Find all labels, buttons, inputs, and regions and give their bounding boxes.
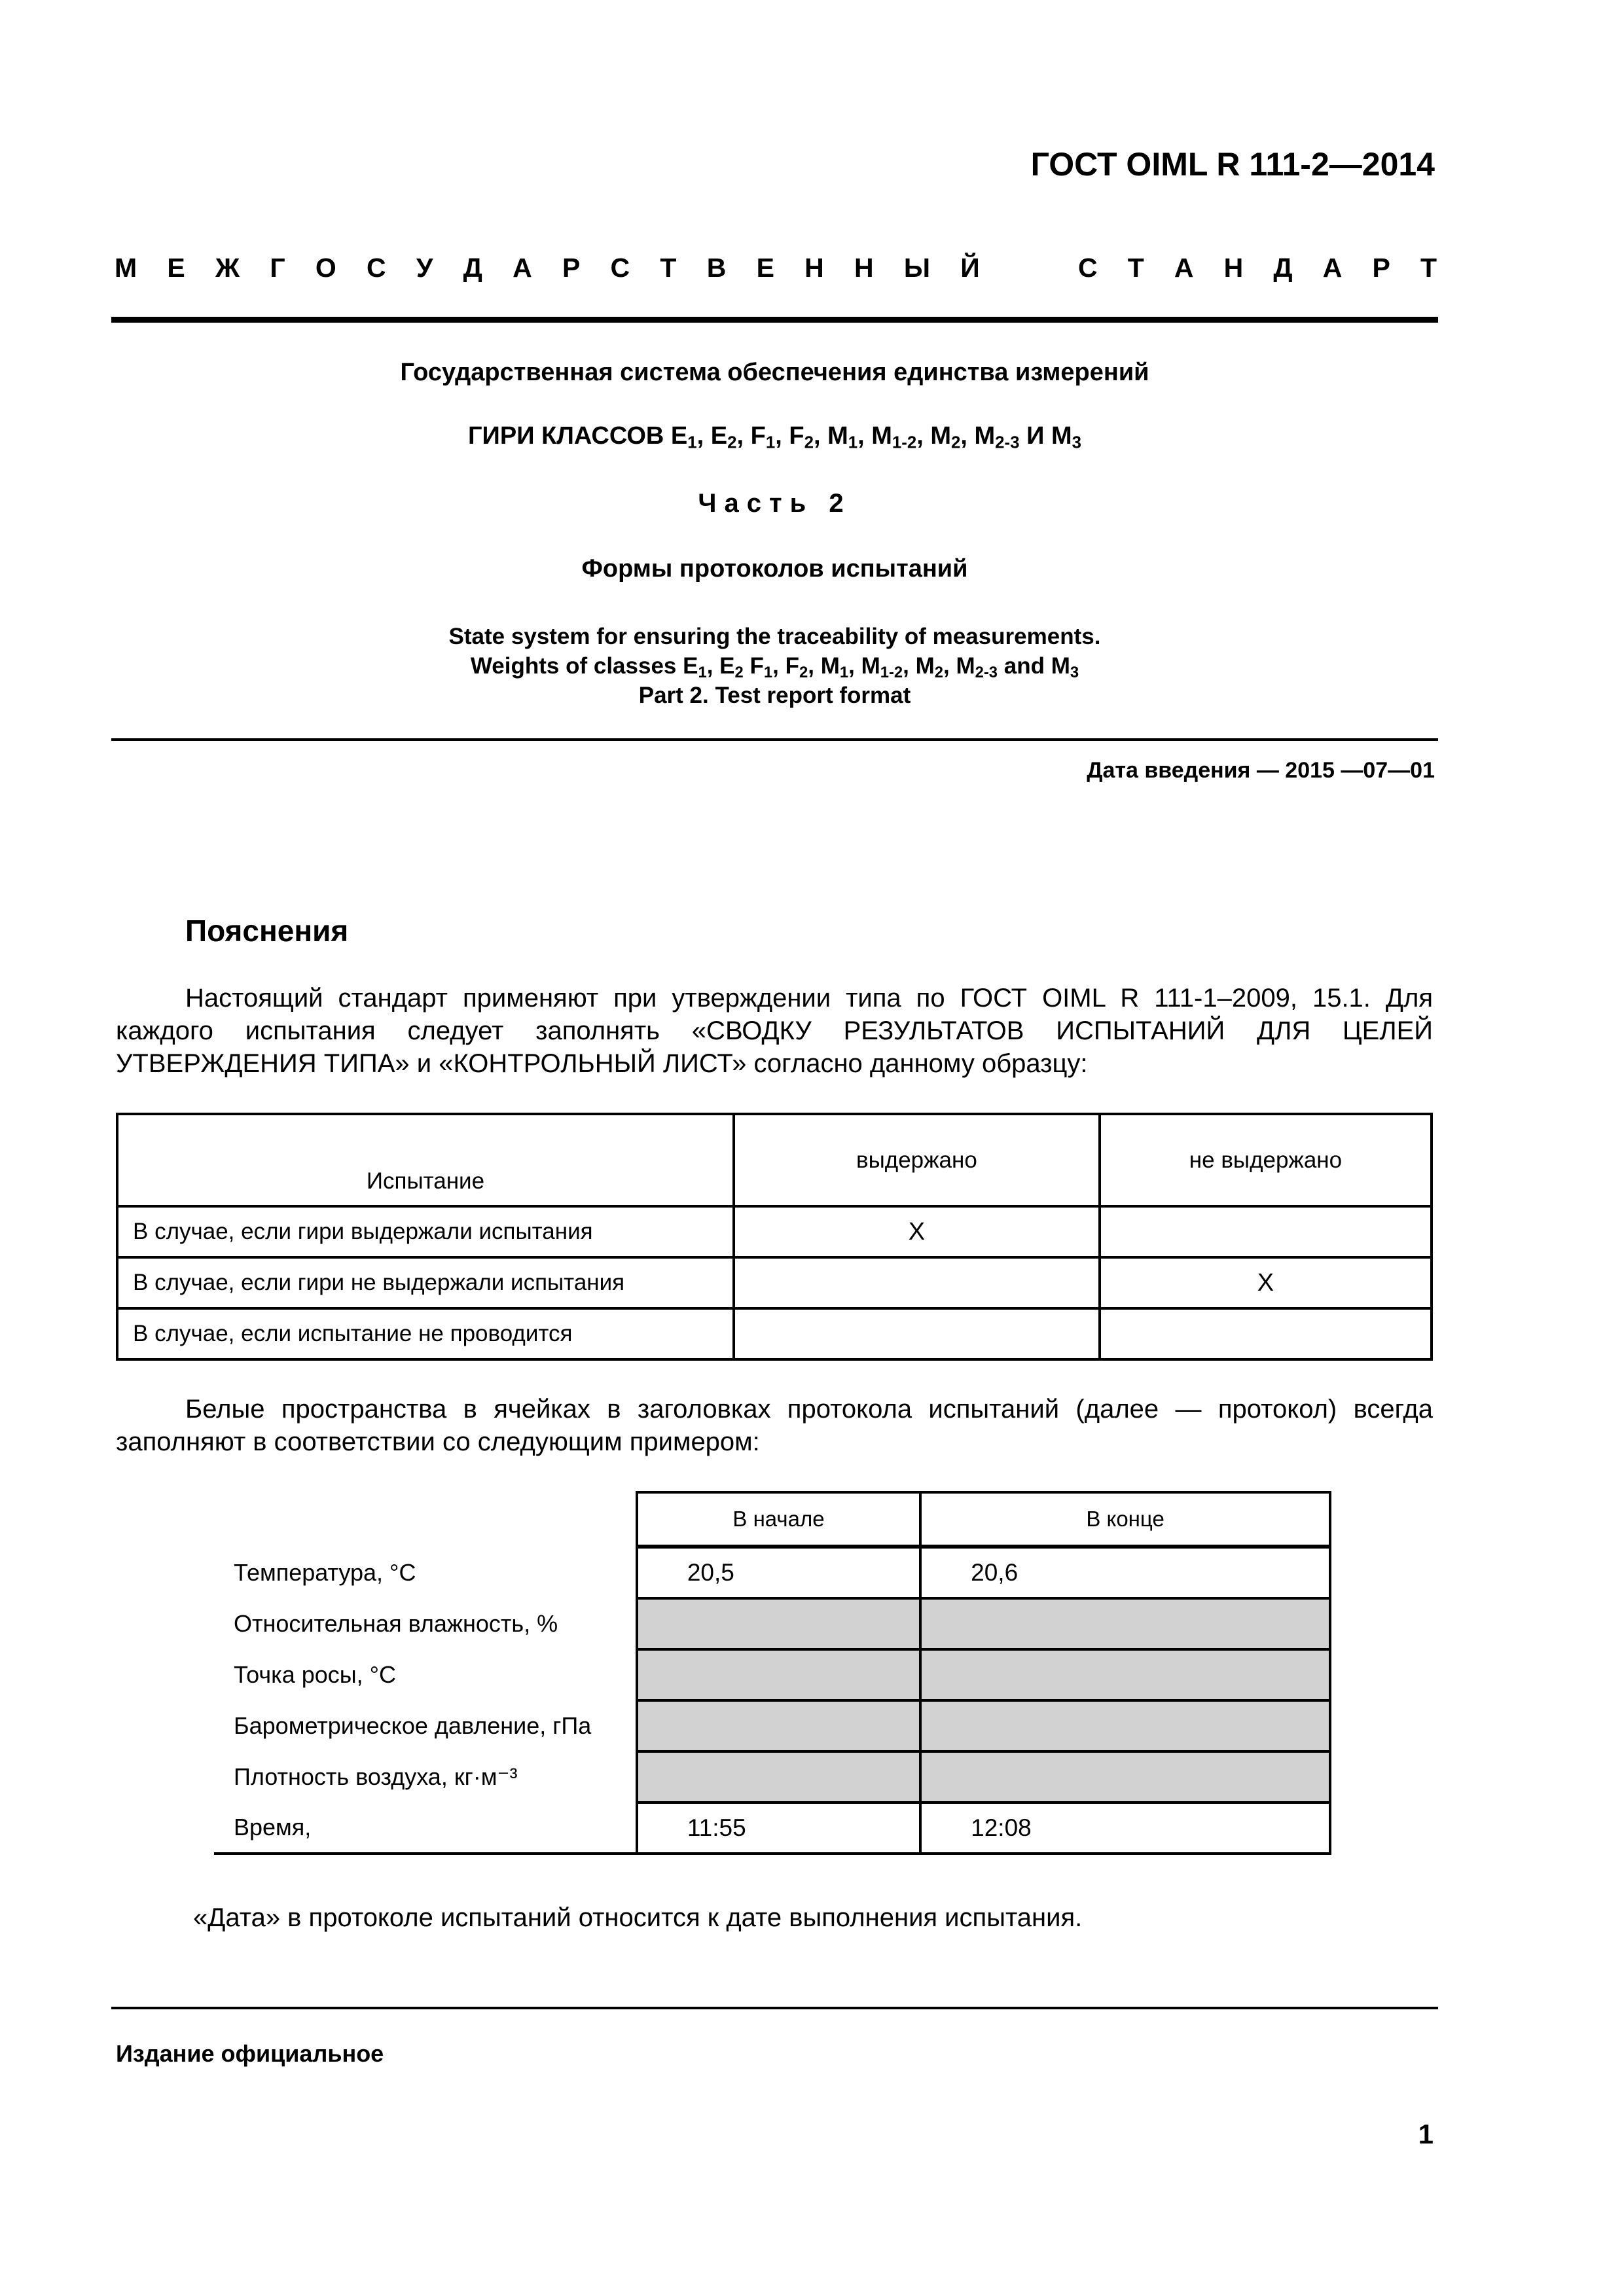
standard-type-heading <box>115 253 1437 283</box>
start-value-cell: 11:55 <box>637 1803 920 1854</box>
end-value-cell: 20,6 <box>920 1547 1330 1598</box>
english-title-line-1: State system for ensuring the traceability of measurements. <box>448 624 1101 649</box>
condition-label: Относительная влажность, % <box>234 1610 558 1637</box>
test-result-table <box>116 1113 1433 1361</box>
conditions-row <box>214 1751 1330 1803</box>
condition-label: Температура, °C <box>234 1558 416 1586</box>
document-code: ГОСТ OIML R 111-2—2014 <box>1030 146 1435 183</box>
start-value-cell <box>637 1649 920 1700</box>
condition-label: Точка росы, °C <box>234 1661 397 1688</box>
conditions-paragraph: Белые пространства в ячейках в заголовках протокола испытаний (далее — протокол) всегда заполняют в соответствии со следующим примером: <box>116 1395 1433 1456</box>
conditions-row <box>214 1803 1330 1854</box>
conditions-row <box>214 1547 1330 1598</box>
condition-label: Барометрическое давление, гПа <box>234 1712 592 1739</box>
conditions-row <box>214 1649 1330 1700</box>
header-divider <box>111 317 1438 323</box>
conditions-body <box>214 1547 1330 1854</box>
passed-cell <box>734 1257 1100 1308</box>
column-header-start: В начале <box>637 1492 920 1547</box>
start-value-cell <box>637 1700 920 1751</box>
part-title: Формы протоколов испытаний <box>581 555 968 583</box>
conditions-row <box>214 1700 1330 1751</box>
end-value-cell <box>920 1649 1330 1700</box>
end-value-cell <box>920 1751 1330 1803</box>
english-title-line-3: Part 2. Test report format <box>638 683 911 708</box>
page-number: 1 <box>1418 2119 1434 2149</box>
part-number: Часть 2 <box>698 489 852 518</box>
end-value-cell <box>920 1598 1330 1649</box>
standard-word-interstate: М Е Ж Г О С У Д А Р С Т В Е Н Н Ы Й <box>115 253 980 283</box>
conditions-table <box>214 1491 1331 1855</box>
english-title <box>111 622 1438 710</box>
end-value-cell: 12:08 <box>920 1803 1330 1854</box>
passed-cell <box>734 1308 1100 1359</box>
english-title-line-2: Weights of classes $E_1$, $E_2$ $F_1$, $F_2$, $M_1$, $M_{1-2}$, $M_2$, $M_{2-3}$ and $M_3$ <box>470 653 1079 681</box>
conditions-header-row <box>214 1492 1330 1547</box>
standard-word-standard: С Т А Н Д А Р Т <box>1078 253 1437 283</box>
passed-cell: X <box>734 1206 1100 1257</box>
start-value-cell <box>637 1598 920 1649</box>
start-value-cell: 20,5 <box>637 1547 920 1598</box>
introduction-date: Дата введения — 2015 —07—01 <box>1087 758 1435 783</box>
title-divider <box>111 738 1438 741</box>
condition-label: Время, <box>214 1803 637 1854</box>
condition-label: Плотность воздуха, кг·м⁻³ <box>234 1763 518 1790</box>
column-header-end: В конце <box>920 1492 1330 1547</box>
column-header-test: Испытание <box>117 1114 734 1206</box>
row-label: В случае, если испытание не проводится <box>117 1308 734 1359</box>
table-row <box>117 1206 1432 1257</box>
failed-cell: X <box>1100 1257 1432 1308</box>
column-header-failed: не выдержано <box>1100 1114 1432 1206</box>
system-title: Государственная система обеспечения единства измерений <box>400 359 1149 386</box>
table-header-row <box>117 1114 1432 1206</box>
failed-cell <box>1100 1206 1432 1257</box>
table-row <box>117 1308 1432 1359</box>
row-label: В случае, если гири не выдержали испытания <box>117 1257 734 1308</box>
intro-paragraph: Настоящий стандарт применяют при утверждении типа по ГОСТ OIML R 111-1–2009, 15.1. Для каждого испытания следует заполнять «СВОДКУ РЕЗУЛЬТАТОВ ИСПЫТАНИЙ ДЛЯ ЦЕЛЕЙ УТВЕРЖДЕНИЯ ТИПА» и «КОНТРОЛЬНЫЙ ЛИСТ» согласно данному образцу: <box>116 984 1433 1078</box>
end-value-cell <box>920 1700 1330 1751</box>
official-edition-label: Издание официальное <box>116 2040 384 2067</box>
failed-cell <box>1100 1308 1432 1359</box>
table-row <box>117 1257 1432 1308</box>
conditions-row <box>214 1598 1330 1649</box>
section-heading: Пояснения <box>185 914 349 948</box>
weights-classes-title: ГИРИ КЛАССОВ $E_1$, $E_2$, $F_1$, $F_2$, $M_1$, $M_{1-2}$, $M_2$, $M_{2-3}$ И $M_3$ <box>468 422 1081 452</box>
row-label: В случае, если гири выдержали испытания <box>117 1206 734 1257</box>
blank-header-cell <box>214 1492 637 1547</box>
date-note: «Дата» в протоколе испытаний относится к дате выполнения испытания. <box>193 1903 1083 1932</box>
column-header-passed: выдержано <box>734 1114 1100 1206</box>
footer-divider <box>111 2007 1438 2009</box>
start-value-cell <box>637 1751 920 1803</box>
